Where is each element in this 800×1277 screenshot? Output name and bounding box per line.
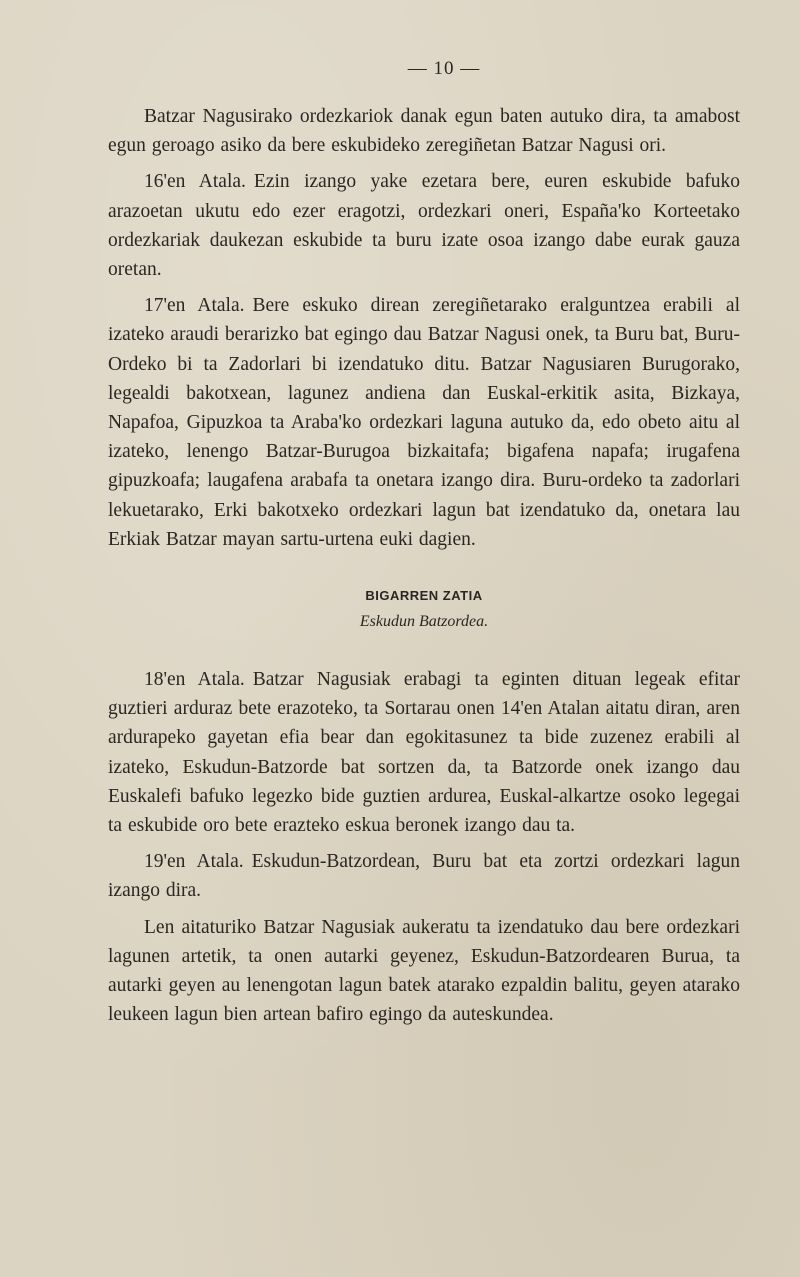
paragraph-article-17 <box>108 291 740 554</box>
document-page <box>108 58 740 1036</box>
paragraph-article-16 <box>108 167 740 284</box>
paragraph-text: Len aitaturiko Batzar Nagusiak aukeratu ta izendatuko dau bere ordezkari lagunen artetik, ta onen autarki geyenez, Eskudun-Batzordearen Burua, ta autarki geyen au lenengotan lagun batek atarako ezpaldin balitu, geyen atarako leukeen lagun bien artean bafiro egingo da auteskundea. <box>108 916 740 1026</box>
article-label: 18'en Atala. <box>144 669 245 691</box>
paragraph-text: Bere eskuko direan zeregiñetarako eralguntzea erabili al izateko araudi berarizko bat egingo dau Batzar Nagusi onek, ta Buru bat, Buru-Ordeko bi ta Zadorlari bi izendatuko ditu. Batzar Nagusiaren Burugorako, legealdi bakotxean, lagunez andiena dan Euskal-erkitik asita, Bizkaya, Napafoa, Gipuzkoa ta Araba'ko ordezkari laguna autuko da, edo obeto aitu al izateko, lenengo Batzar-Burugoa bizkaitafa; bigafena napafa; irugafena gipuzkoafa; laugafena arabafa ta onetara izango dira. Buru-ordeko ta zadorlari lekuetarako, Erki bakotxeko ordezkari lagun bat izendatuko da, onetara lau Erkiak Batzar mayan sartu-urtena euki dagien. <box>108 295 741 550</box>
section-heading: BIGARREN ZATIA <box>365 588 483 604</box>
paragraph-article-18 <box>108 665 740 840</box>
paragraph-batzar-nagusi <box>108 102 740 160</box>
paragraph-text: Batzar Nagusirako ordezkariok danak egun baten autuko dira, ta amabost egun geroago asiko da bere eskubideko zeregiñetan Batzar Nagusi ori. <box>108 106 740 157</box>
article-label: 19'en Atala. <box>144 851 244 873</box>
section-subtitle: Eskudun Batzordea. <box>359 613 489 631</box>
article-label: 17'en Atala. <box>144 295 245 317</box>
paragraph-text: Eskudun-Batzordean, Buru bat eta zortzi ordezkari lagun izango dira. <box>108 851 740 902</box>
paragraph-text: Ezin izango yake ezetara bere, euren eskubide bafuko arazoetan ukutu edo ezer eragotzi, ordezkari oneri, España'ko Korteetako ordezkariak daukezan eskubide ta buru izate osoa izango dabe eurak gauza oretan. <box>108 171 740 281</box>
page-number: — 10 — <box>407 58 481 79</box>
paragraph-text: Batzar Nagusiak erabagi ta eginten dituan legeak efitar guztieri arduraz bete erazoteko, ta Sortarau onen 14'en Atalan aitatu diran, aren ardurapeko gayetan efia bear dan egokitasunez ta bide zuzenez erabili al izateko, Eskudun-Batzorde bat sortzen da, ta Batzorde onek izango dau Euskalefi bafuko legezko bide guztien ardurea, Euskal-alkartze osoko legegai ta eskubide oro bete erazteko eskua beronek izango dau ta. <box>108 669 740 837</box>
paragraph-article-19 <box>108 847 740 905</box>
paragraph-len-aitaturiko <box>108 913 740 1030</box>
article-label: 16'en Atala. <box>144 171 246 193</box>
